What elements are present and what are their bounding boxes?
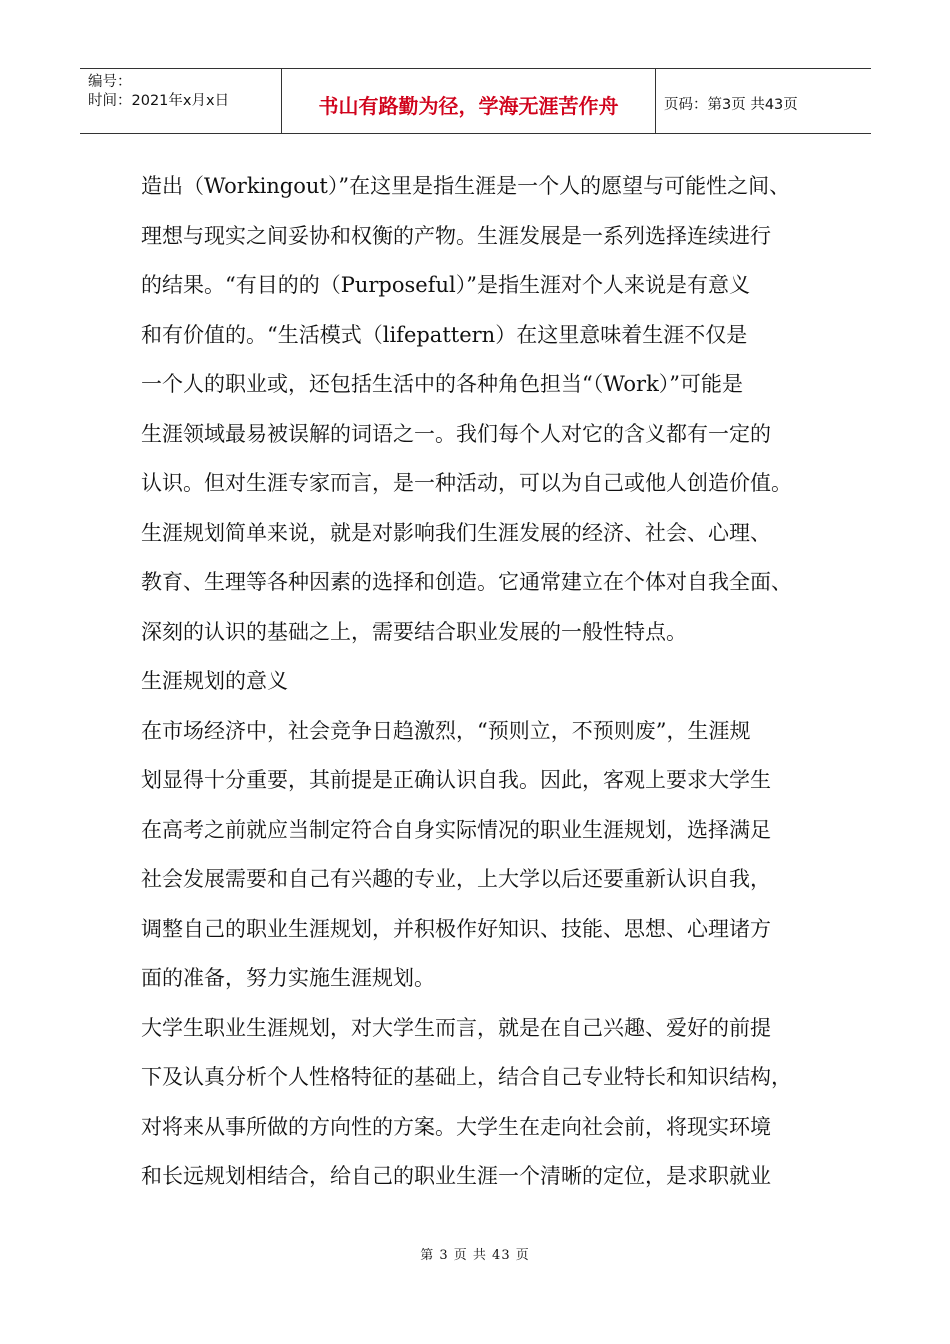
body-line: 生涯规划简单来说，就是对影响我们生涯发展的经济、社会、心理、	[141, 520, 771, 545]
body-line: 划显得十分重要，其前提是正确认识自我。因此，客观上要求大学生	[141, 768, 771, 792]
body-line: 一个人的职业或，还包括生活中的各种角色担当“（Work）”可能是	[141, 372, 744, 396]
header-motto: 书山有路勤为径，学海无涯苦作舟	[318, 93, 619, 118]
body-line: 教育、生理等各种因素的选择和创造。它通常建立在个体对自我全面、	[141, 570, 792, 594]
section-heading: 生涯规划的意义	[141, 669, 288, 693]
body-line: 在高考之前就应当制定符合自身实际情况的职业生涯规划，选择满足	[141, 817, 771, 842]
body-line: 造出（Workingout）”在这里是指生涯是一个人的愿望与可能性之间、	[141, 174, 791, 198]
header-page-info: 页码：第3页 共43页	[664, 96, 798, 113]
body-line: 深刻的认识的基础之上，需要结合职业发展的一般性特点。	[141, 619, 687, 644]
body-line: 面的准备，努力实施生涯规划。	[141, 966, 435, 990]
document-body	[141, 162, 831, 1202]
page-footer: 第 3 页 共 43 页	[420, 1248, 530, 1263]
body-line: 理想与现实之间妥协和权衡的产物。生涯发展是一系列选择连续进行	[141, 223, 771, 248]
body-line: 和有价值的。“生活模式（lifepattern）在这里意味着生涯不仅是	[141, 322, 748, 347]
body-line: 对将来从事所做的方向性的方案。大学生在走向社会前，将现实环境	[141, 1114, 771, 1139]
body-line: 的结果。“有目的的（Purposeful）”是指生涯对个人来说是有意义	[141, 273, 750, 297]
header-page-cell	[656, 69, 871, 133]
body-line: 认识。但对生涯专家而言，是一种活动，可以为自己或他人创造价值。	[141, 471, 792, 495]
body-line: 生涯领域最易被误解的词语之一。我们每个人对它的含义都有一定的	[141, 421, 771, 446]
body-line: 在市场经济中，社会竞争日趋激烈，“预则立，不预则废”，生涯规	[141, 718, 751, 743]
body-line: 大学生职业生涯规划，对大学生而言，就是在自己兴趣、爱好的前提	[141, 1015, 771, 1040]
header-meta-cell	[80, 69, 282, 133]
document-number-label: 编号：	[88, 74, 132, 90]
body-line: 调整自己的职业生涯规划，并积极作好知识、技能、思想、心理诸方	[141, 916, 771, 941]
page-header	[80, 68, 871, 134]
body-line: 和长远规划相结合，给自己的职业生涯一个清晰的定位，是求职就业	[141, 1164, 771, 1188]
header-motto-cell	[282, 69, 656, 133]
document-date: 时间：2021年x月x日	[88, 93, 230, 109]
body-line: 社会发展需要和自己有兴趣的专业，上大学以后还要重新认识自我，	[141, 867, 771, 891]
body-line: 下及认真分析个人性格特征的基础上，结合自己专业特长和知识结构，	[141, 1065, 792, 1089]
